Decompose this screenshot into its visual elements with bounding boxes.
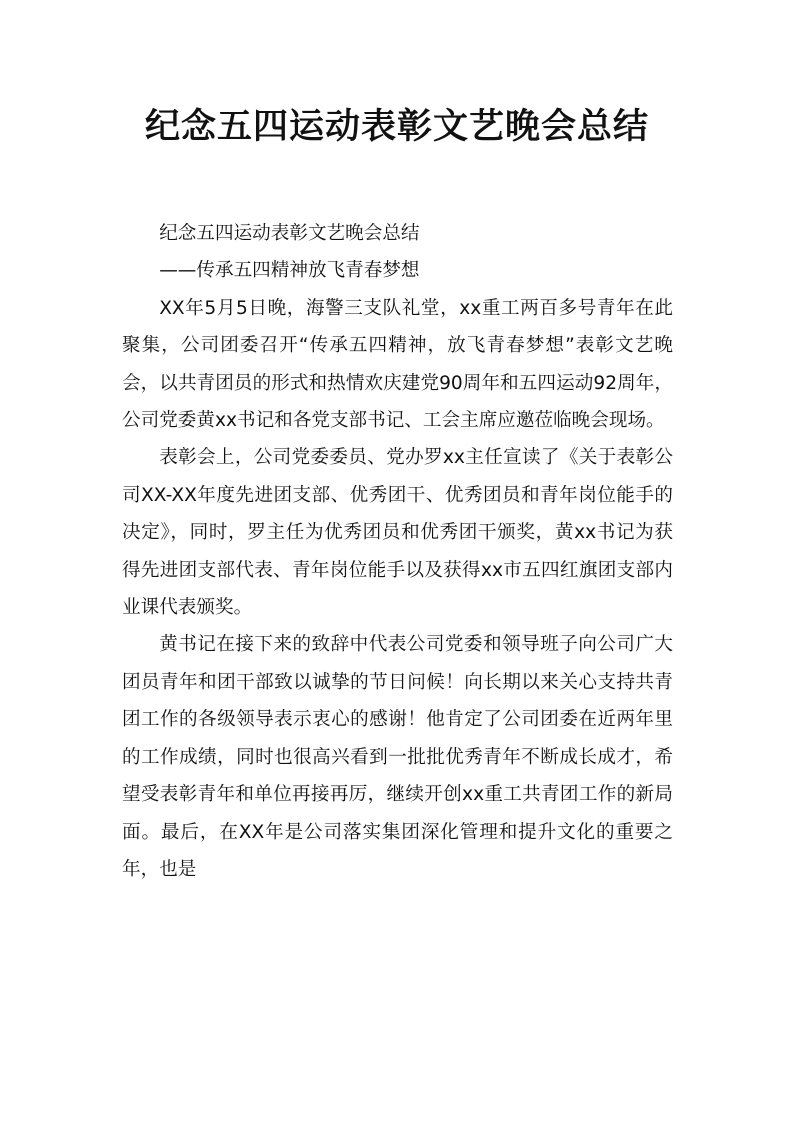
body-paragraph: 表彰会上，公司党委委员、党办罗xx主任宣读了《关于表彰公司XX-XX年度先进团支部、优秀团干、优秀团员和青年岗位能手的决定》，同时，罗主任为优秀团员和优秀团干颁奖，黄xx书记为获得先进团支部代表、青年岗位能手以及获得xx市五四红旗团支部内业课代表颁奖。 — [122, 447, 673, 619]
body-paragraph: XX年5月5日晚，海警三支队礼堂，xx重工两百多号青年在此聚集，公司团委召开“传承五四精神，放飞青春梦想”表彰文艺晚会，以共青团员的形式和热情欢庆建党90周年和五四运动92周年，公司党委黄xx书记和各党支部书记、工会主席应邀莅临晚会现场。 — [122, 297, 673, 432]
subtitle-paragraph: 纪念五四运动表彰文艺晚会总结 — [159, 223, 420, 244]
theme-paragraph: ——传承五四精神放飞青春梦想 — [159, 260, 420, 282]
document-title: 纪念五四运动表彰文艺晚会总结 — [144, 106, 649, 147]
document-body — [122, 215, 673, 888]
body-paragraph: 黄书记在接下来的致辞中代表公司党委和领导班子向公司广大团员青年和团干部致以诚挚的节日问候！向长期以来关心支持共青团工作的各级领导表示衷心的感谢！他肯定了公司团委在近两年里的工作成绩，同时也很高兴看到一批批优秀青年不断成长成才，希望受表彰青年和单位再接再厉，继续开创xx重工共青团工作的新局面。最后，在XX年是公司落实集团深化管理和提升文化的重要之年，也是 — [122, 634, 673, 880]
